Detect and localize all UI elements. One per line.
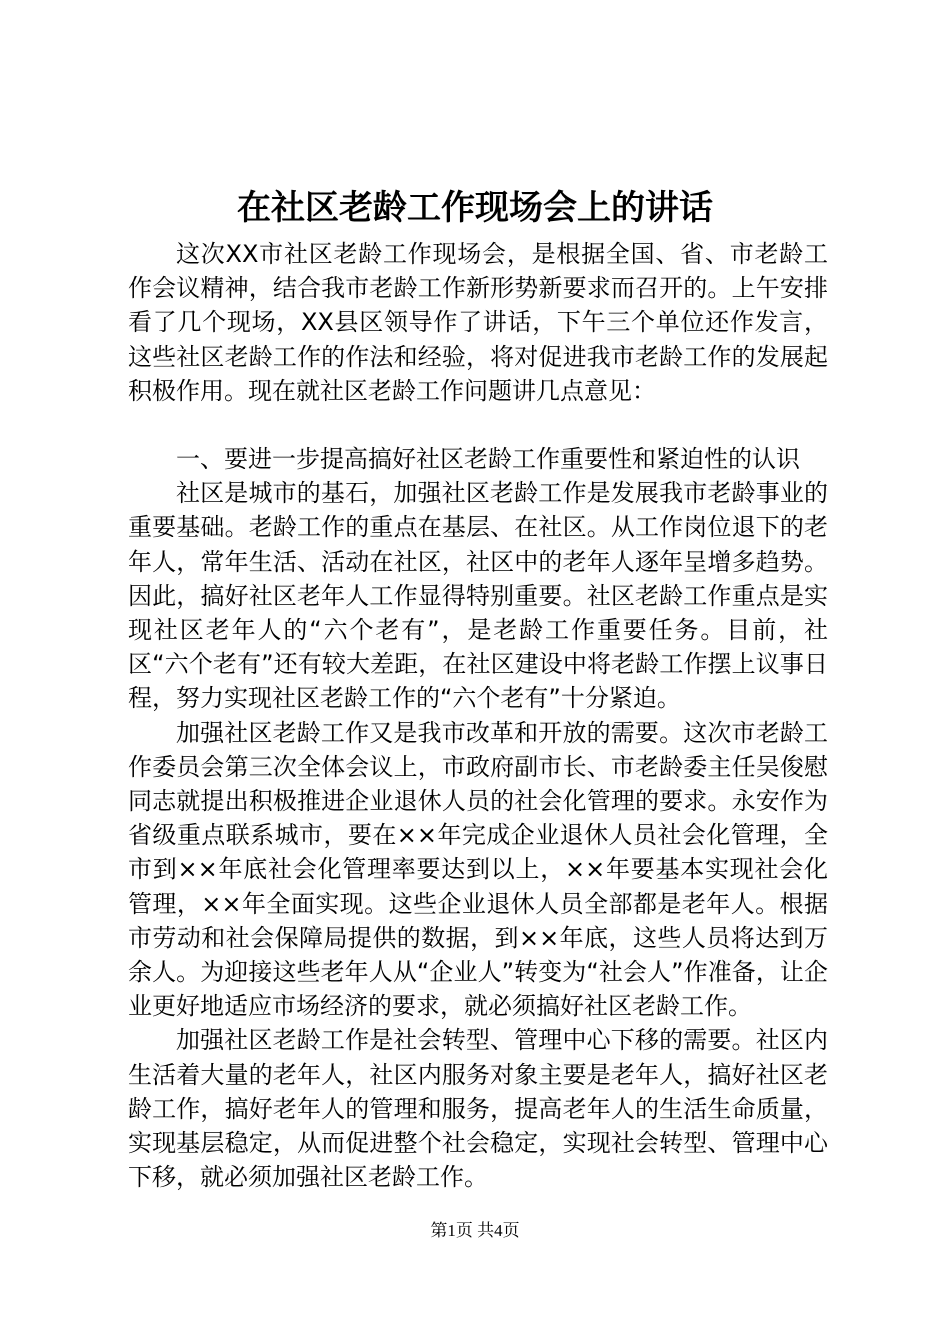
body-paragraph: 社区是城市的基石，加强社区老龄工作是发展我市老龄事业的重要基础。老龄工作的重点在基层、在社区。从工作岗位退下的老年人，常年生活、活动在社区，社区中的老年人逐年呈增多趋势。因此，搞好社区老年人工作显得特别重要。社区老龄工作重点是实现社区老年人的“六个老有”，是老龄工作重要任务。目前，社区“六个老有”还有较大差距，在社区建设中将老龄工作摆上议事日程，努力实现社区老龄工作的“六个老有”十分紧迫。 — [128, 479, 828, 713]
document-title: 在社区老龄工作现场会上的讲话 — [237, 188, 713, 228]
intro-paragraph: 这次XX市社区老龄工作现场会，是根据全国、省、市老龄工作会议精神，结合我市老龄工作新形势新要求而召开的。上午安排看了几个现场，XX县区领导作了讲话，下午三个单位还作发言，这些社区老龄工作的作法和经验，将对促进我市老龄工作的发展起积极作用。现在就社区老龄工作问题讲几点意见： — [128, 240, 828, 405]
body-paragraph: 加强社区老龄工作又是我市改革和开放的需要。这次市老龄工作委员会第三次全体会议上，市政府副市长、市老龄委主任吴俊慰同志就提出积极推进企业退休人员的社会化管理的要求。永安作为省级重点联系城市，要在××年完成企业退休人员社会化管理，全市到××年底社会化管理率要达到以上，××年要基本实现社会化管理，××年全面实现。这些企业退休人员全部都是老年人。根据市劳动和社会保障局提供的数据，到××年底，这些人员将达到万余人。为迎接这些老年人从“企业人”转变为“社会人”作准备，让企业更好地适应市场经济的要求，就必须搞好社区老龄工作。 — [128, 718, 828, 1021]
document-body — [128, 237, 828, 1194]
page-number-footer: 第1页 共4页 — [430, 1221, 520, 1240]
section-heading: 一、要进一步提高搞好社区老龄工作重要性和紧迫性的认识 — [176, 445, 800, 474]
body-paragraph: 加强社区老龄工作是社会转型、管理中心下移的需要。社区内生活着大量的老年人，社区内服务对象主要是老年人，搞好社区老龄工作，搞好老年人的管理和服务，提高老年人的生活生命质量，实现基层稳定，从而促进整个社会稳定，实现社会转型、管理中心下移，就必须加强社区老龄工作。 — [128, 1026, 828, 1192]
